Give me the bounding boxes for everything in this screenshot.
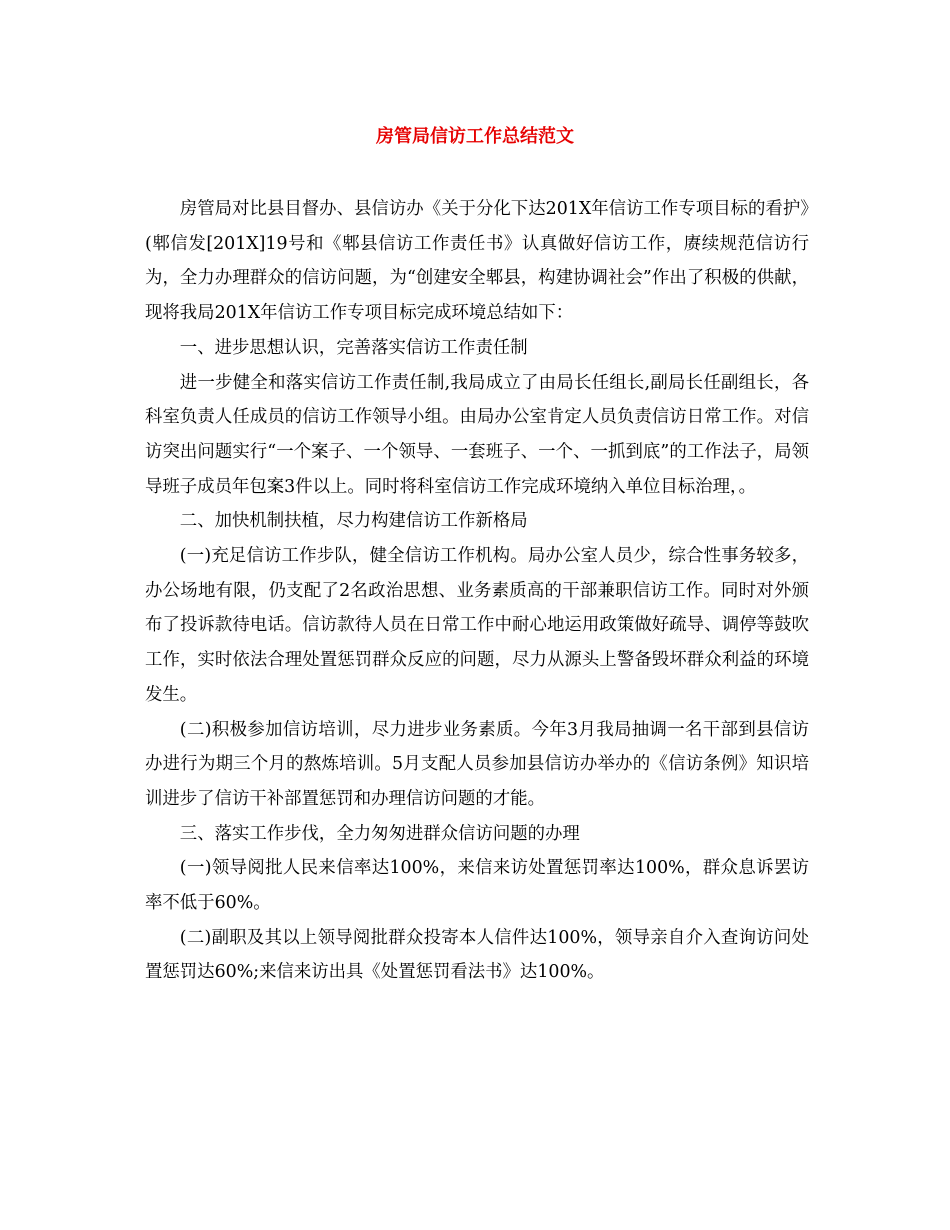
paragraph-section-3-item-1: (一)领导阅批人民来信率达100%，来信来访处置惩罚率达100%，群众息诉罢访率不低于60%。 [145,858,809,914]
paragraph-section-2-item-1: (一)充足信访工作步队，健全信访工作机构。局办公室人员少，综合性事务较多，办公场地有限，仍支配了2名政治思想、业务素质高的干部兼职信访工作。同时对外颁布了投诉款待电话。信访款待人员在日常工作中耐心地运用政策做好疏导、调停等鼓吹工作，实时依法合理处置惩罚群众反应的问题，尽力从源头上警备毁坏群众利益的环境发生。 [145,546,809,705]
section-heading-2: 二、加快机制扶植，尽力构建信访工作新格局 [179,511,528,532]
document-title: 房管局信访工作总结范文 [376,126,574,147]
paragraph-section-1: 进一步健全和落实信访工作责任制,我局成立了由局长任组长,副局长任副组长，各科室负责人任成员的信访工作领导小组。由局办公室肯定人员负责信访日常工作。对信访突出问题实行“一个案子、一个领导、一套班子、一个、一抓到底”的工作法子，局领导班子成员年包案3件以上。同时将科室信访工作完成环境纳入单位目标治理，。 [145,372,809,497]
paragraph-section-3-item-2: (二)副职及其以上领导阅批群众投寄本人信件达100%，领导亲自介入查询访问处置惩罚达60%;来信来访出具《处置惩罚看法书》达100%。 [145,927,809,983]
document-body [145,192,809,990]
section-heading-1: 一、进步思想认识，完善落实信访工作责任制 [179,337,528,358]
paragraph-intro: 房管局对比县目督办、县信访办《关于分化下达201X年信访工作专项目标的看护》(郫信发[201X]19号和《郫县信访工作责任书》认真做好信访工作，赓续规范信访行为，全力办理群众的信访问题，为“创建安全郫县，构建协调社会”作出了积极的供献，现将我局201X年信访工作专项目标完成环境总结如下： [145,199,809,324]
paragraph-section-2-item-2: (二)积极参加信访培训，尽力进步业务素质。今年3月我局抽调一名干部到县信访办进行为期三个月的熬炼培训。5月支配人员参加县信访办举办的《信访条例》知识培训进步了信访干补部置惩罚和办理信访问题的才能。 [145,719,809,809]
section-heading-3: 三、落实工作步伐，全力匆匆进群众信访问题的办理 [179,823,580,844]
